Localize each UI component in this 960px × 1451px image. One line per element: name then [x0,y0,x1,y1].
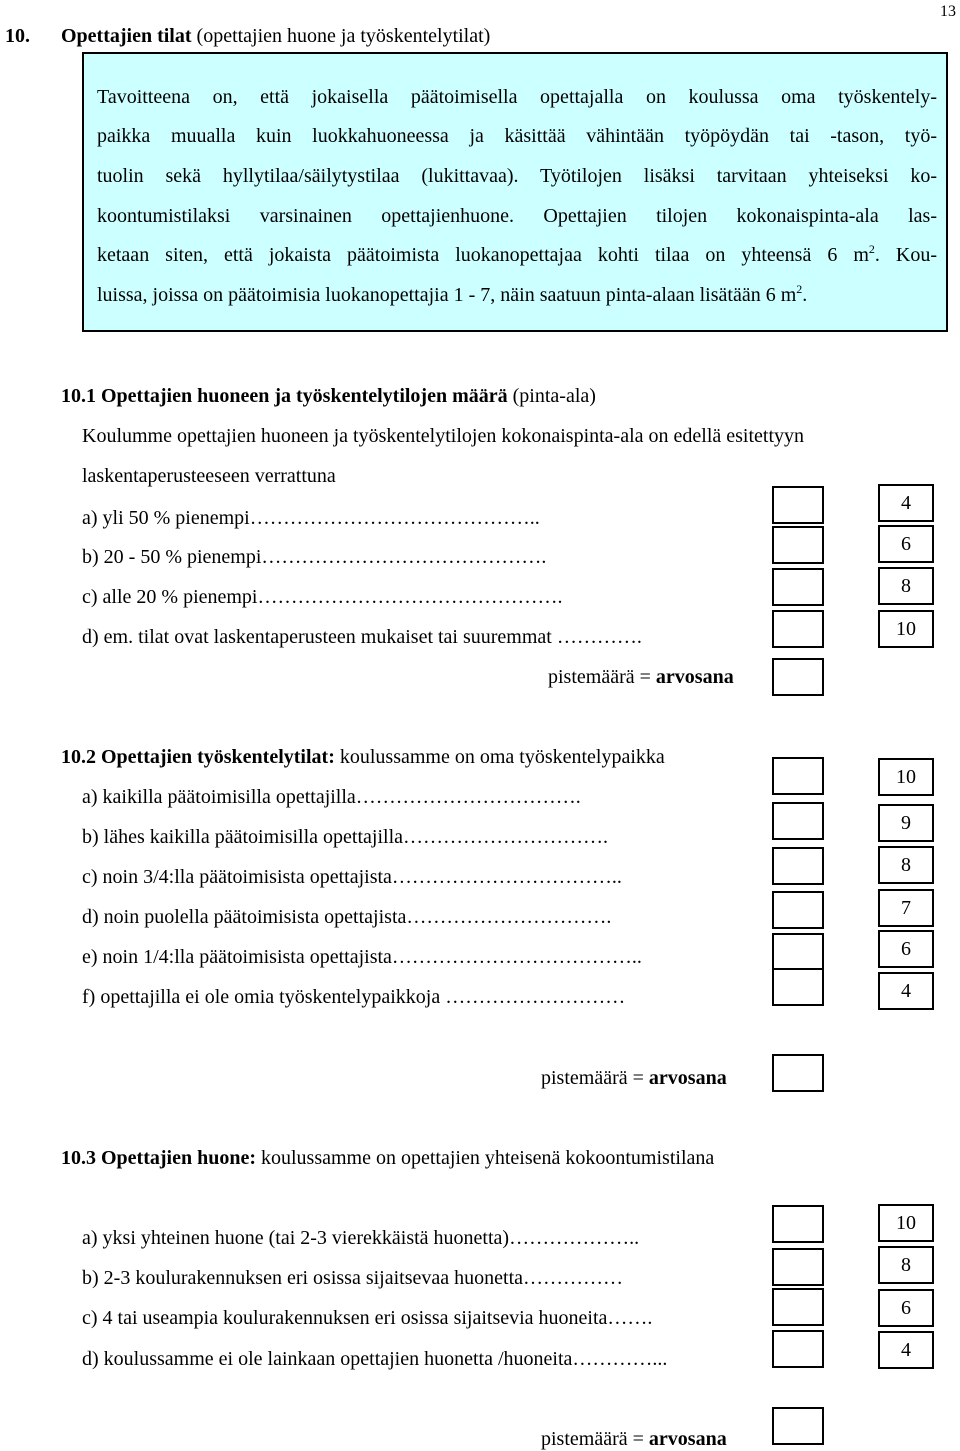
total-input-box[interactable] [772,1054,824,1092]
total-label [541,1068,727,1088]
total-bold: arvosana [648,1428,727,1450]
option-checkbox[interactable] [772,486,824,524]
score-box: 6 [878,525,934,563]
total-bold: arvosana [655,666,734,688]
total-input-box[interactable] [772,1407,824,1445]
page-title [61,26,490,46]
total-text: pistemäärä = [548,666,656,688]
total-text: pistemäärä = [541,1067,649,1089]
score-box: 7 [878,889,934,927]
page-number: 13 [940,3,956,20]
goal-line-2: paikka muualla kuin luokkahuoneessa ja käsittää vähintään työpöydän tai -tason, työ- [97,125,937,147]
heading-rest: (pinta-ala) [507,385,596,407]
option-checkbox[interactable] [772,1205,824,1243]
option-checkbox[interactable] [772,1248,824,1286]
goal-line-5-tail: . Kou- [874,244,937,266]
option-checkbox[interactable] [772,610,824,648]
heading-bold: 10.1 Opettajien huoneen ja työskentelytilojen määrä [61,385,508,407]
goal-line-1: Tavoitteena on, että jokaisella päätoimisella opettajalla on koulussa oma työskentely- [97,86,937,108]
total-bold: arvosana [648,1067,727,1089]
option-checkbox[interactable] [772,568,824,606]
section-number: 10. [5,25,30,47]
heading-bold: 10.2 Opettajien työskentelytilat: [61,746,335,768]
goal-line-5 [97,242,937,266]
score-box: 8 [878,1246,934,1284]
option-label: f) opettajilla ei ole omia työskentelypaikkoja ……………………… [82,986,626,1008]
option-label: c) alle 20 % pienempi………………………………………. [82,586,563,608]
option-label: d) koulussamme ei ole lainkaan opettajien huonetta /huoneita…………... [82,1348,668,1370]
option-checkbox[interactable] [772,1288,824,1326]
goal-line-5-text: ketaan siten, että jokaista päätoimista luokanopettajaa kohti tilaa on yhteensä 6 m [97,244,869,266]
total-text: pistemäärä = [541,1428,649,1450]
section-10-3-heading [61,1148,714,1168]
score-box: 10 [878,758,934,796]
section-10-1-intro-2: laskentaperusteeseen verrattuna [82,465,336,487]
score-box: 4 [878,484,934,522]
page-title-rest: (opettajien huone ja työskentelytilat) [191,25,491,47]
option-label: c) 4 tai useampia koulurakennuksen eri osissa sijaitsevia huoneita……. [82,1307,653,1329]
goal-line-6-tail: . [802,284,808,306]
option-label: b) lähes kaikilla päätoimisilla opettajilla…………………………. [82,826,609,848]
score-box: 6 [878,930,934,968]
total-label [541,1429,727,1449]
option-label: a) yksi yhteinen huone (tai 2-3 vierekkäistä huonetta)……………….. [82,1227,640,1249]
option-label: a) yli 50 % pienempi…………………………………….. [82,507,540,529]
score-box: 4 [878,972,934,1010]
option-label: d) em. tilat ovat laskentaperusteen mukaiset tai suuremmat …………. [82,626,642,648]
score-box: 8 [878,567,934,605]
page-title-bold: Opettajien tilat [61,25,192,47]
score-box: 6 [878,1289,934,1327]
option-checkbox[interactable] [772,757,824,795]
section-10-1-intro-1: Koulumme opettajien huoneen ja työskentelytilojen kokonaispinta-ala on edellä esitettyyn [82,425,805,447]
option-label: a) kaikilla päätoimisilla opettajilla……………………………. [82,786,581,808]
option-checkbox[interactable] [772,891,824,929]
goal-line-3: tuolin sekä hyllytilaa/säilytystilaa (lukittavaa). Työtilojen lisäksi tarvitaan yhteiseksi ko- [97,165,937,187]
option-checkbox[interactable] [772,933,824,971]
option-label: b) 20 - 50 % pienempi……………………………………. [82,546,547,568]
option-checkbox[interactable] [772,802,824,840]
option-label: c) noin 3/4:lla päätoimisista opettajista…………………………….. [82,866,622,888]
section-10-2-heading [61,747,665,767]
heading-rest: koulussamme on oma työskentelypaikka [334,746,665,768]
score-box: 4 [878,1331,934,1369]
option-label: b) 2-3 koulurakennuksen eri osissa sijaitsevaa huonetta…………… [82,1267,623,1289]
option-checkbox[interactable] [772,968,824,1006]
superscript-2: 2 [796,282,803,296]
heading-rest: koulussamme on opettajien yhteisenä kokoontumistilana [256,1147,715,1169]
goal-line-6-text: luissa, joissa on päätoimisia luokanopettajia 1 - 7, näin saatuun pinta-alaan lisätään 6 m [97,284,797,306]
option-checkbox[interactable] [772,1330,824,1368]
score-box: 10 [878,610,934,648]
superscript-2: 2 [868,242,875,256]
option-label: d) noin puolella päätoimisista opettajista…………………………. [82,906,612,928]
option-checkbox[interactable] [772,847,824,885]
goal-line-6 [97,282,937,306]
goal-line-4: koontumistilaksi varsinainen opettajienhuone. Opettajien tilojen kokonaispinta-ala las- [97,205,937,227]
score-box: 10 [878,1204,934,1242]
total-input-box[interactable] [772,658,824,696]
option-checkbox[interactable] [772,526,824,564]
total-label [548,667,734,687]
score-box: 9 [878,804,934,842]
heading-bold: 10.3 Opettajien huone: [61,1147,256,1169]
score-box: 8 [878,846,934,884]
section-10-1-heading [61,386,596,406]
option-label: e) noin 1/4:lla päätoimisista opettajista……………………………….. [82,946,642,968]
